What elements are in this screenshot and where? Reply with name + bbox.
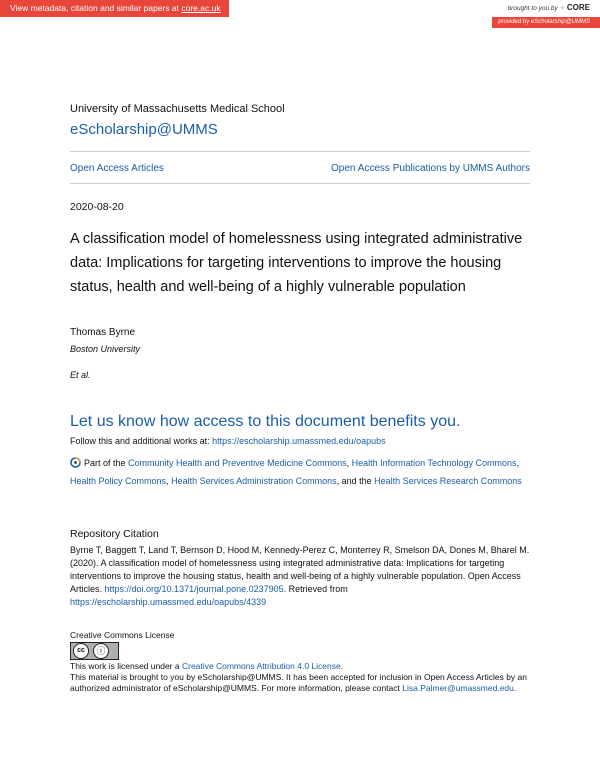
email-suffix: .: [513, 683, 517, 693]
part-of-text: Part of the: [84, 458, 129, 468]
core-brought-by[interactable]: [508, 3, 590, 12]
citation-body: Byrne T, Baggett T, Land T, Bernson D, Hood M, Kennedy-Perez C, Monterrey R, Smelson DA, Dones M, Bharel M. (2020). A classification model of homelessness using integrated administrative data: Implications for targeting interventions to improve the housing status, health and well-being of a highly vulnerable population. Open Access Articles.: [70, 545, 530, 594]
core-link[interactable]: core.ac.uk: [181, 3, 221, 13]
cc-license-link[interactable]: Creative Commons Attribution 4.0 License: [181, 661, 341, 671]
repository-link[interactable]: eScholarship@UMMS: [70, 121, 218, 138]
brought-by-text: brought to you by: [507, 5, 558, 12]
core-logo-icon: ⁘: [559, 5, 566, 12]
commons-network-icon: [70, 457, 81, 473]
license-label: Creative Commons License: [70, 630, 175, 640]
license-text: [70, 661, 530, 694]
retrieved-text: . Retrieved from: [283, 584, 348, 594]
commons-link-health-services-research[interactable]: Health Services Research Commons: [374, 476, 522, 486]
doi-link[interactable]: https://doi.org/10.1371/journal.pone.0237905: [104, 584, 284, 594]
follow-link[interactable]: https://escholarship.umassmed.edu/oapubs: [212, 436, 386, 446]
core-banner: [0, 0, 600, 28]
article-title: A classification model of homelessness using integrated administrative data: Implications for targeting interventions to improve the housing status, health and well-being of a highly vulnerable population: [70, 231, 523, 295]
license-prefix: This work is licensed under a: [70, 661, 182, 671]
collection-nav: [70, 163, 530, 174]
separator: ,: [166, 476, 172, 486]
et-al: Et al.: [70, 370, 91, 380]
feedback-link[interactable]: Let us know how access to this document benefits you.: [70, 413, 461, 430]
commons-link-community-health[interactable]: Community Health and Preventive Medicine Commons: [128, 458, 347, 468]
attribution-icon: ⓘ: [93, 643, 109, 659]
author-name: Thomas Byrne: [70, 327, 136, 338]
core-metadata-link[interactable]: [0, 0, 229, 17]
follow-line: [70, 436, 530, 446]
umms-authors-link[interactable]: Open Access Publications by UMMS Authors: [331, 163, 530, 174]
divider: [70, 183, 530, 184]
contact-email-link[interactable]: Lisa.Palmer@umassmed.edu: [402, 683, 514, 693]
cc-by-badge[interactable]: [70, 642, 119, 660]
separator-and: , and the: [336, 476, 375, 486]
citation-text: [70, 544, 530, 609]
part-of-commons: [70, 455, 530, 489]
core-brand: CORE: [566, 3, 590, 12]
license-suffix: .: [340, 661, 344, 671]
core-provided-by[interactable]: provided by eScholarship@UMMS: [492, 17, 600, 28]
divider: [70, 151, 530, 152]
separator: ,: [346, 458, 352, 468]
license-notice: This material is brought to you by eScholarship@UMMS. It has been accepted for inclusion in Open Access Articles by an authorized administrator of eScholarship@UMMS. For more information, please contact: [70, 672, 527, 693]
publication-date: 2020-08-20: [70, 201, 124, 213]
citation-label: Repository Citation: [70, 528, 159, 540]
author-affiliation: Boston University: [70, 344, 141, 354]
separator: ,: [516, 458, 520, 468]
open-access-articles-link[interactable]: Open Access Articles: [70, 163, 164, 174]
institution-name: University of Massachusetts Medical School: [70, 103, 285, 115]
retrieved-link[interactable]: https://escholarship.umassmed.edu/oapubs/4339: [70, 597, 267, 607]
commons-link-health-services-admin[interactable]: Health Services Administration Commons: [171, 476, 337, 486]
core-metadata-text: View metadata, citation and similar papers at: [10, 3, 182, 13]
follow-text: Follow this and additional works at:: [70, 436, 213, 446]
cc-icon: cc: [73, 643, 89, 659]
commons-link-health-policy[interactable]: Health Policy Commons: [70, 476, 167, 486]
commons-link-health-it[interactable]: Health Information Technology Commons: [351, 458, 517, 468]
